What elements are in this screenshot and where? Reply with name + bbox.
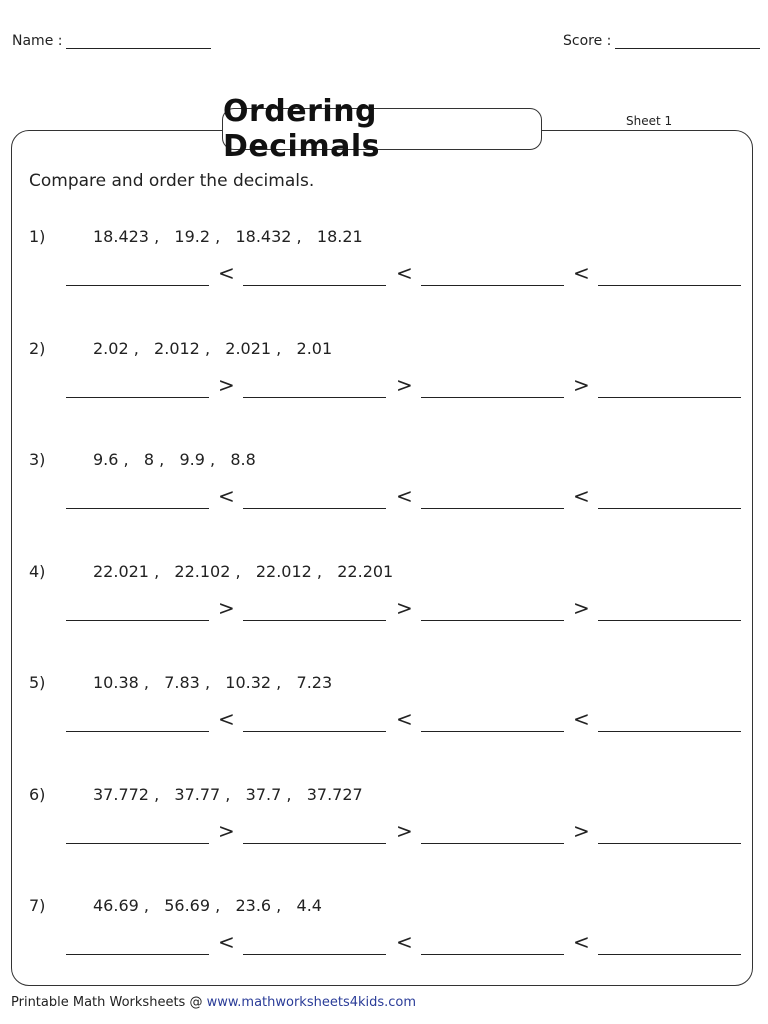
answer-blank-3[interactable] [421,620,564,621]
name-blank-line[interactable] [66,34,211,49]
answer-blank-4[interactable] [598,508,741,509]
footer-prefix: Printable Math Worksheets @ [11,995,207,1010]
answer-blank-3[interactable] [421,508,564,509]
comparison-symbol: < [218,707,235,731]
problem-number: 4) [29,561,46,581]
comparison-symbol: > [218,595,235,620]
comparison-symbol: < [573,261,590,285]
answer-blank-4[interactable] [598,397,741,398]
problem-row [0,227,768,327]
answer-blank-2[interactable] [243,843,386,844]
problem-row [0,339,768,439]
answer-blank-4[interactable] [598,285,741,286]
answer-blank-4[interactable] [598,620,741,621]
comparison-symbol: > [573,372,590,397]
problem-number: 7) [29,896,46,915]
answer-blank-4[interactable] [598,843,741,844]
problem-decimals: 22.021 , 22.102 , 22.012 , 22.201 [93,561,394,581]
footer [11,995,416,1010]
problem-row [0,673,768,773]
worksheet-title: Ordering Decimals [222,108,542,150]
answer-blank-1[interactable] [66,620,209,621]
footer-link[interactable]: www.mathworksheets4kids.com [206,995,417,1010]
answer-blank-1[interactable] [66,731,209,732]
problem-decimals: 10.38 , 7.83 , 10.32 , 7.23 [93,673,333,692]
answer-blank-3[interactable] [421,843,564,844]
problem-number: 3) [29,450,46,469]
problem-decimals: 18.423 , 19.2 , 18.432 , 18.21 [93,227,363,246]
comparison-symbol: < [573,930,590,954]
answer-blank-2[interactable] [243,508,386,509]
comparison-symbol: > [396,595,413,620]
answer-blank-4[interactable] [598,954,741,955]
comparison-symbol: < [396,261,413,285]
problem-row [0,450,768,550]
answer-blank-1[interactable] [66,285,209,286]
answer-blank-3[interactable] [421,397,564,398]
problem-row [0,785,768,885]
score-blank-line[interactable] [615,34,760,49]
score-label: Score : [563,33,612,49]
problem-row [0,896,768,996]
answer-blank-3[interactable] [421,954,564,955]
problem-number: 2) [29,338,46,358]
name-field[interactable] [12,33,211,49]
comparison-symbol: < [218,261,235,285]
comparison-symbol: < [396,930,413,954]
comparison-symbol: > [218,372,235,397]
comparison-symbol: > [396,818,413,843]
comparison-symbol: > [573,818,590,843]
answer-blank-2[interactable] [243,954,386,955]
comparison-symbol: < [396,707,413,731]
answer-blank-2[interactable] [243,731,386,732]
problem-row [0,562,768,662]
problem-decimals: 2.02 , 2.012 , 2.021 , 2.01 [93,338,333,358]
answer-blank-2[interactable] [243,620,386,621]
answer-blank-2[interactable] [243,285,386,286]
answer-blank-1[interactable] [66,954,209,955]
answer-blank-1[interactable] [66,508,209,509]
answer-blank-3[interactable] [421,285,564,286]
comparison-symbol: < [573,707,590,731]
instructions: Compare and order the decimals. [29,171,315,191]
answer-blank-2[interactable] [243,397,386,398]
problem-decimals: 46.69 , 56.69 , 23.6 , 4.4 [93,896,322,915]
answer-blank-4[interactable] [598,731,741,732]
sheet-label: Sheet 1 [626,114,673,128]
comparison-symbol: > [218,818,235,843]
comparison-symbol: < [396,484,413,508]
score-field[interactable] [563,33,760,49]
answer-blank-1[interactable] [66,397,209,398]
answer-blank-3[interactable] [421,731,564,732]
comparison-symbol: < [218,484,235,508]
answer-blank-1[interactable] [66,843,209,844]
problem-number: 5) [29,673,46,692]
problem-decimals: 9.6 , 8 , 9.9 , 8.8 [93,450,256,469]
comparison-symbol: < [573,484,590,508]
problem-number: 1) [29,227,46,246]
comparison-symbol: > [396,372,413,397]
comparison-symbol: > [573,595,590,620]
problem-number: 6) [29,784,46,804]
comparison-symbol: < [218,930,235,954]
name-label: Name : [12,33,63,49]
problem-decimals: 37.772 , 37.77 , 37.7 , 37.727 [93,784,363,804]
